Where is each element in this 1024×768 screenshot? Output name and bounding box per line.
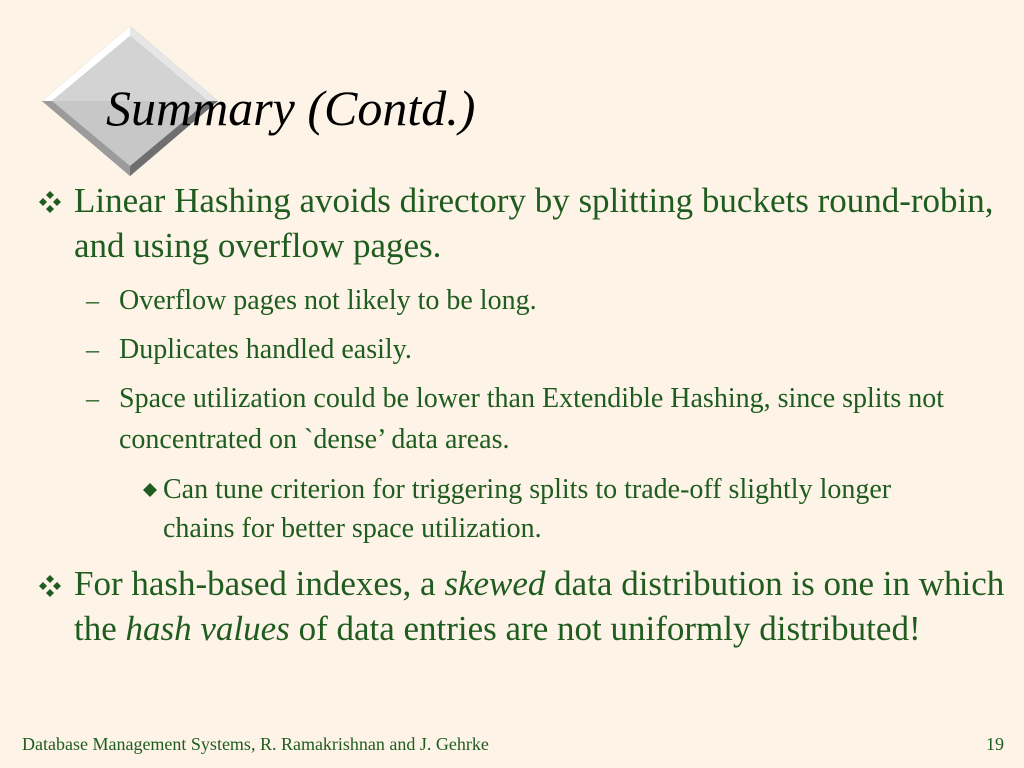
- dash-marker: –: [86, 384, 99, 413]
- bullet-text: Linear Hashing avoids directory by splitting buckets round-robin, and using overflow pages.: [74, 181, 994, 265]
- footer-citation: Database Management Systems, R. Ramakrishnan and J. Gehrke: [22, 734, 489, 754]
- bullet-text-part: data distribution is one in which the: [74, 564, 1005, 648]
- sub-bullet-text: Overflow pages not likely to be long.: [119, 285, 537, 316]
- page-number: 19: [986, 734, 1004, 754]
- sub-sub-bullet-text: Can tune criterion for triggering splits to trade-off slightly longer chains for better space utilization.: [163, 474, 892, 544]
- emphasis-skewed: skewed: [444, 564, 546, 603]
- sub-bullet-text: Space utilization could be lower than Extendible Hashing, since splits not concentrated on `dense’ data areas.: [119, 383, 945, 455]
- emphasis-hash-values: hash values: [125, 609, 290, 648]
- bullet-text-part: For hash-based indexes, a: [74, 564, 445, 603]
- dash-marker: –: [86, 286, 99, 315]
- dash-marker: –: [86, 335, 99, 364]
- bullet-text-part: of data entries are not uniformly distributed!: [289, 609, 921, 648]
- four-diamond-bullet-icon: [36, 572, 64, 600]
- bullet-text: [74, 561, 1010, 651]
- diamond-bullet-icon: [140, 480, 160, 500]
- sub-bullet-text: Duplicates handled easily.: [119, 334, 412, 365]
- slide-title: Summary (Contd.): [106, 80, 476, 136]
- four-diamond-bullet-icon: [36, 188, 64, 216]
